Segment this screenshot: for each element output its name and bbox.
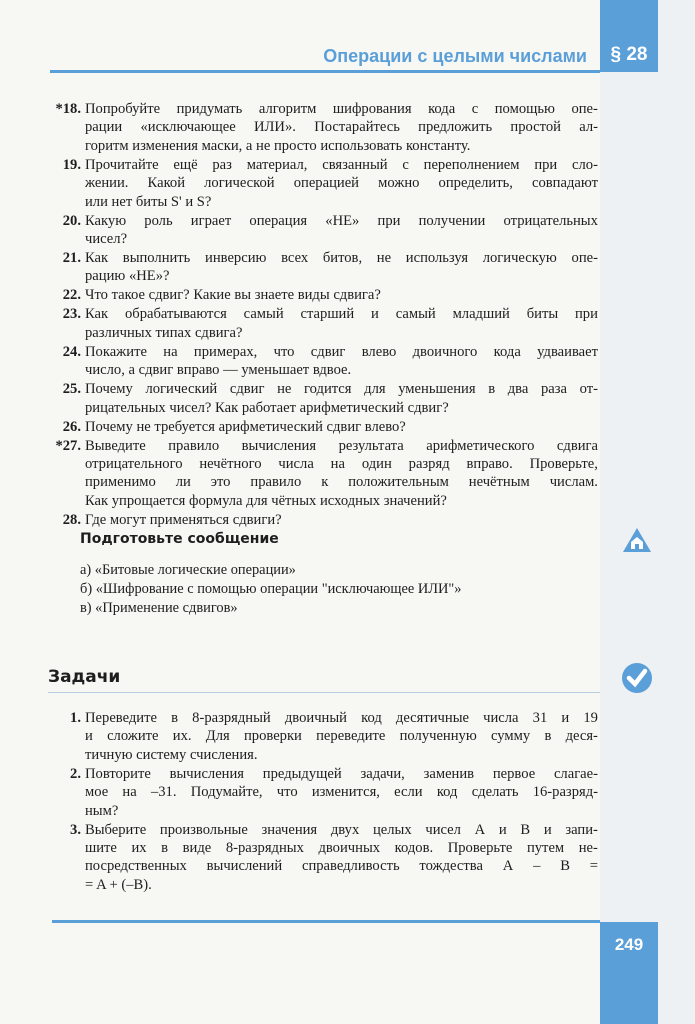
question-item — [40, 100, 598, 155]
item-line: рицательных чисел? Как работает арифметический сдвиг? — [85, 399, 449, 416]
item-number: 23. — [62, 306, 81, 323]
check-icon — [622, 663, 652, 698]
report-topic: а) «Битовые логические операции» — [80, 562, 296, 578]
item-line: горитм изменения маски, а не просто использовать константу. — [85, 137, 471, 154]
question-item — [40, 249, 598, 286]
item-number: 26. — [62, 418, 81, 435]
item-line: ным? — [85, 802, 119, 819]
item-line: Что такое сдвиг? Какие вы знаете виды сдвига? — [85, 287, 381, 304]
item-number: 20. — [62, 212, 81, 229]
item-line: Выберите произвольные значения двух целых чисел A и B и запи- — [85, 821, 598, 838]
footer-divider — [52, 920, 600, 923]
item-line: мое на –31. Подумайте, что изменится, если код сделать 16-разряд- — [85, 784, 598, 801]
item-line: Почему логический сдвиг не годится для уменьшения в два раза от- — [85, 381, 598, 398]
question-item — [40, 709, 598, 764]
page-number: 249 — [614, 935, 644, 954]
question-item — [40, 821, 598, 895]
item-number: 24. — [62, 343, 81, 360]
page-margin — [600, 0, 695, 1024]
tasks-heading: Задачи — [48, 667, 121, 687]
item-line: Попробуйте придумать алгоритм шифрования кода с помощью опе- — [85, 101, 598, 117]
item-number: 22. — [62, 287, 81, 304]
question-item — [40, 343, 598, 380]
item-line: применимо ли это правило к положительным нечётным числам. — [85, 474, 598, 491]
question-item — [40, 286, 598, 304]
report-topic: б) «Шифрование с помощью операции "исключающее ИЛИ"» — [80, 581, 462, 597]
item-line: шите их в виде 8-разрядных двоичных кодов. Проверьте путем не- — [85, 839, 598, 856]
question-item — [40, 511, 598, 529]
item-line: Выведите правило вычисления результата арифметического сдвига — [85, 437, 598, 454]
question-item — [40, 156, 598, 211]
item-line: тичную систему счисления. — [85, 746, 258, 763]
item-number: 25. — [62, 381, 81, 398]
item-line: Переведите в 8-разрядный двоичный код десятичные числа 31 и 19 — [85, 710, 598, 726]
page-title: Операции с целыми числами — [323, 46, 587, 66]
item-line: чисел? — [85, 230, 128, 247]
item-line: Как обрабатываются самый старший и самый младший биты при — [85, 306, 598, 323]
item-number: 1. — [70, 710, 81, 726]
question-item — [40, 305, 598, 342]
item-line: рацию «НЕ»? — [85, 268, 170, 285]
question-item — [40, 418, 598, 436]
question-item — [40, 380, 598, 417]
header-divider — [50, 70, 600, 73]
item-number: 3. — [70, 821, 81, 838]
item-line: жении. Какой логической операцией можно определить, совпадают — [85, 175, 598, 192]
section-number: § 28 — [610, 44, 648, 65]
item-line: число, а сдвиг вправо — уменьшает вдвое. — [85, 362, 352, 379]
report-heading: Подготовьте сообщение — [80, 531, 279, 547]
item-line: Какую роль играет операция «НЕ» при получении отрицательных — [85, 212, 598, 229]
question-item — [40, 437, 598, 511]
item-number: *18. — [55, 101, 81, 117]
item-line: различных типах сдвига? — [85, 324, 243, 341]
item-line: посредственных вычислений справедливость тождества A – B = — [85, 858, 598, 875]
item-line: Как упрощается формула для чётных исходных значений? — [85, 492, 447, 509]
tasks-divider — [48, 692, 600, 693]
item-number: 28. — [62, 511, 81, 528]
report-topic: в) «Применение сдвигов» — [80, 600, 238, 616]
item-number: 2. — [70, 765, 81, 782]
item-line: Где могут применяться сдвиги? — [85, 511, 282, 528]
item-line: Повторите вычисления предыдущей задачи, заменив первое слагае- — [85, 765, 598, 782]
item-line: отрицательного нечётного числа на один разряд вправо. Проверьте, — [85, 455, 598, 472]
item-number: *27. — [55, 437, 81, 454]
item-line: или нет биты S' и S? — [85, 193, 212, 210]
item-line: рации «исключающее ИЛИ». Постарайтесь предложить простой ал- — [85, 119, 598, 136]
item-line: Прочитайте ещё раз материал, связанный с переполнением при сло- — [85, 156, 598, 173]
item-line: и сложите их. Для проверки переведите полученную сумму в деся- — [85, 728, 598, 745]
item-number: 19. — [62, 156, 81, 173]
item-line: Как выполнить инверсию всех битов, не используя логическую опе- — [85, 250, 598, 266]
item-number: 21. — [62, 250, 81, 266]
item-line: Почему не требуется арифметический сдвиг влево? — [85, 418, 406, 435]
home-icon — [622, 527, 652, 558]
question-item — [40, 212, 598, 249]
item-line: = A + (–B). — [85, 876, 152, 893]
question-item — [40, 765, 598, 820]
item-line: Покажите на примерах, что сдвиг влево двоичного кода удваивает — [85, 343, 598, 360]
